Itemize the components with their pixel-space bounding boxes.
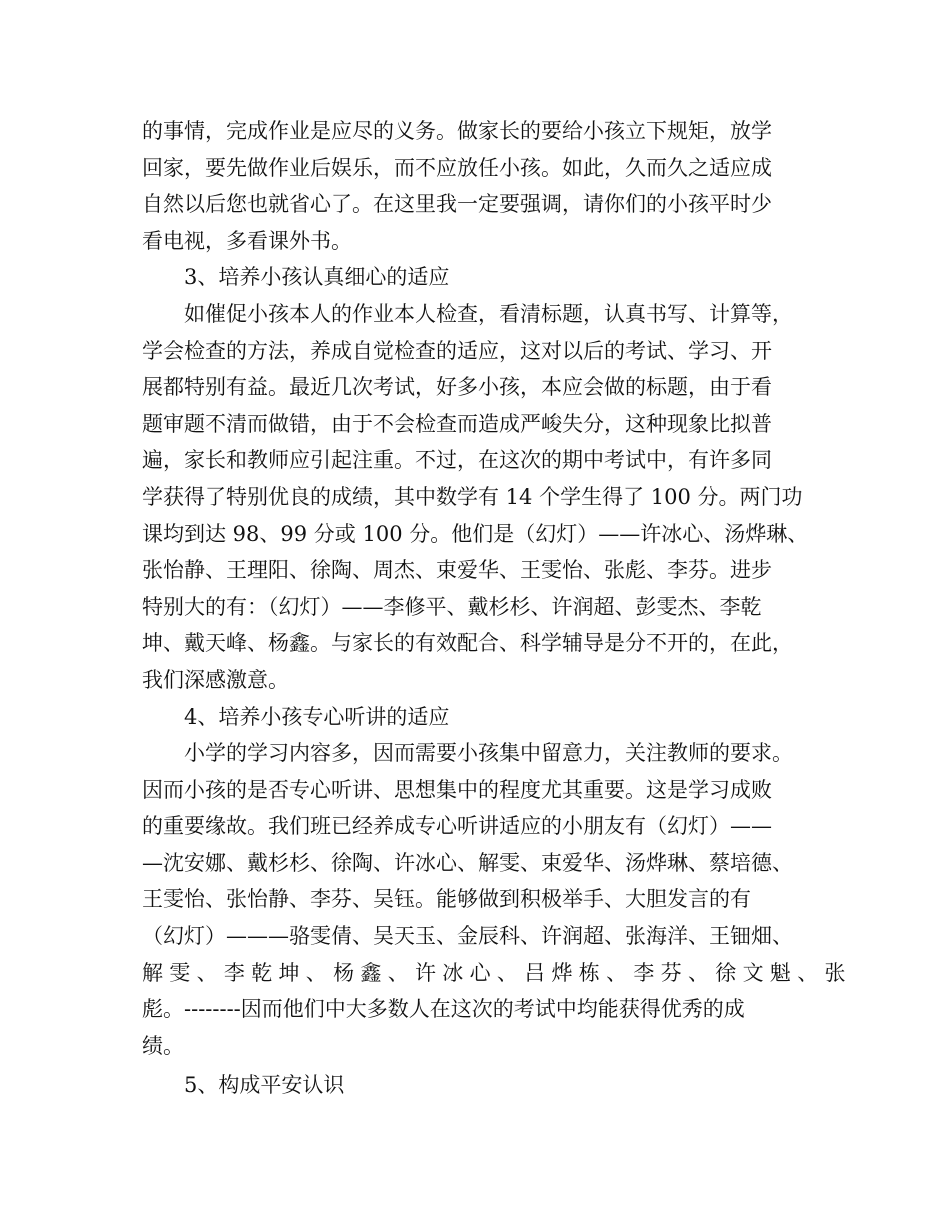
text-line: 遍，家长和教师应引起注重。不过，在这次的期中考试中，有许多同 [142,448,772,473]
text-line: 课均到达 98、99 分或 100 分。他们是（幻灯）——许冰心、汤烨琳、 [142,521,809,546]
text-line: 展都特别有益。最近几次考试，好多小孩，本应会做的标题，由于看 [142,375,772,400]
text-line: （幻灯）———骆雯倩、吴天玉、金辰科、许润超、张海洋、王钿畑、 [142,924,793,949]
text-line: 回家，要先做作业后娱乐，而不应放任小孩。如此，久而久之适应成 [142,155,772,180]
section-heading-5: 5、构成平安认识 [184,1073,345,1098]
text-line: 看电视，多看课外书。 [142,228,352,253]
text-line: 坤、戴天峰、杨鑫。与家长的有效配合、科学辅导是分不开的，在此， [142,631,793,656]
text-line: 绩。 [142,1033,184,1058]
document-body [142,113,852,1104]
text-line: 因而小孩的是否专心听讲、思想集中的程度尤其重要。这是学习成败 [142,777,772,802]
text-line: 王雯怡、张怡静、李芬、吴钰。能够做到积极举手、大胆发言的有 [142,887,751,912]
text-line: 的事情，完成作业是应尽的义务。做家长的要给小孩立下规矩，放学 [142,119,772,143]
text-line: 学会检查的方法，养成自觉检查的适应，这对以后的考试、学习、开 [142,338,772,363]
text-line: 彪。--------因而他们中大多数人在这次的考试中均能获得优秀的成 [142,997,745,1022]
text-line: —沈安娜、戴杉杉、徐陶、许冰心、解雯、束爱华、汤烨琳、蔡培德、 [142,850,793,875]
text-line: 的重要缘故。我们班已经养成专心听讲适应的小朋友有（幻灯）—— [142,814,772,839]
text-line: 如催促小孩本人的作业本人检查，看清标题，认真书写、计算等， [184,301,793,326]
text-line: 解雯、李乾坤、杨鑫、许冰心、吕烨栋、李芬、徐文魁、张 [142,960,852,985]
text-line: 我们深感激意。 [142,667,289,692]
section-heading-3: 3、培养小孩认真细心的适应 [184,265,450,290]
text-line: 小学的学习内容多，因而需要小孩集中留意力，关注教师的要求。 [184,741,793,766]
text-line: 张怡静、王理阳、徐陶、周杰、束爱华、王雯怡、张彪、李芬。进步 [142,558,772,583]
text-line: 学获得了特别优良的成绩，其中数学有 14 个学生得了 100 分。两门功 [142,484,803,509]
text-line: 题审题不清而做错，由于不会检查而造成严峻失分，这种现象比拟普 [142,411,772,436]
text-line: 自然以后您也就省心了。在这里我一定要强调，请你们的小孩平时少 [142,192,772,217]
text-line: 特别大的有：（幻灯）——李修平、戴杉杉、许润超、彭雯杰、李乾 [142,594,762,619]
section-heading-4: 4、培养小孩专心听讲的适应 [184,704,450,729]
